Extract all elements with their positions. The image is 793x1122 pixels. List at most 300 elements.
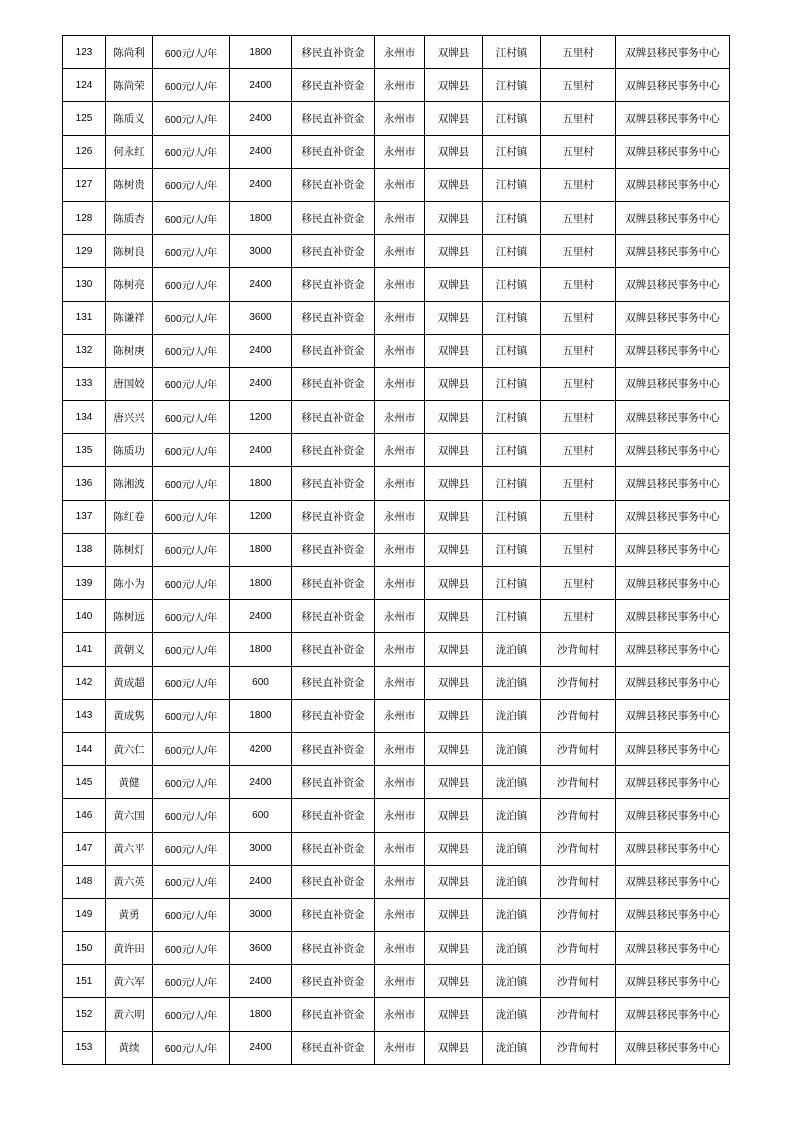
town-cell: 泷泊镇 [483,732,541,765]
name-cell: 黄朝义 [106,633,153,666]
name-cell: 黄六明 [106,998,153,1031]
city-cell: 永州市 [375,666,425,699]
fund-type-cell: 移民直补资金 [292,666,375,699]
fund-type-cell: 移民直补资金 [292,799,375,832]
county-cell: 双牌县 [425,766,483,799]
table-row [63,367,730,400]
amount-cell: 1800 [230,533,292,566]
standard-cell: 600元/人/年 [153,334,230,367]
county-cell: 双牌县 [425,135,483,168]
serial-number-cell: 124 [63,69,106,102]
table-row [63,201,730,234]
standard-cell: 600元/人/年 [153,268,230,301]
table-row [63,699,730,732]
table-row [63,69,730,102]
table-row [63,268,730,301]
serial-number-cell: 152 [63,998,106,1031]
agency-cell: 双牌县移民事务中心 [616,533,730,566]
serial-number-cell: 153 [63,1031,106,1064]
standard-cell: 600元/人/年 [153,766,230,799]
name-cell: 陈小为 [106,567,153,600]
amount-cell: 3000 [230,832,292,865]
village-cell: 沙背甸村 [541,766,616,799]
standard-cell: 600元/人/年 [153,732,230,765]
agency-cell: 双牌县移民事务中心 [616,201,730,234]
name-cell: 何永红 [106,135,153,168]
name-cell: 黄六仁 [106,732,153,765]
table-row [63,533,730,566]
town-cell: 江村镇 [483,102,541,135]
town-cell: 江村镇 [483,201,541,234]
town-cell: 泷泊镇 [483,699,541,732]
table-row [63,235,730,268]
fund-type-cell: 移民直补资金 [292,201,375,234]
fund-type-cell: 移民直补资金 [292,567,375,600]
fund-type-cell: 移民直补资金 [292,600,375,633]
name-cell: 陈树贵 [106,168,153,201]
county-cell: 双牌县 [425,401,483,434]
amount-cell: 2400 [230,268,292,301]
table-row [63,434,730,467]
village-cell: 五里村 [541,102,616,135]
city-cell: 永州市 [375,235,425,268]
village-cell: 沙背甸村 [541,865,616,898]
table-row [63,932,730,965]
county-cell: 双牌县 [425,699,483,732]
amount-cell: 1800 [230,567,292,600]
name-cell: 黄勇 [106,898,153,931]
agency-cell: 双牌县移民事务中心 [616,500,730,533]
amount-cell: 2400 [230,766,292,799]
amount-cell: 2400 [230,1031,292,1064]
town-cell: 泷泊镇 [483,832,541,865]
county-cell: 双牌县 [425,201,483,234]
town-cell: 泷泊镇 [483,932,541,965]
name-cell: 陈质义 [106,102,153,135]
city-cell: 永州市 [375,732,425,765]
agency-cell: 双牌县移民事务中心 [616,898,730,931]
amount-cell: 3600 [230,932,292,965]
standard-cell: 600元/人/年 [153,102,230,135]
county-cell: 双牌县 [425,301,483,334]
town-cell: 泷泊镇 [483,799,541,832]
town-cell: 泷泊镇 [483,965,541,998]
agency-cell: 双牌县移民事务中心 [616,268,730,301]
document-page [62,35,729,1065]
agency-cell: 双牌县移民事务中心 [616,965,730,998]
standard-cell: 600元/人/年 [153,500,230,533]
standard-cell: 600元/人/年 [153,699,230,732]
amount-cell: 3000 [230,898,292,931]
name-cell: 陈湘波 [106,467,153,500]
name-cell: 黄六英 [106,865,153,898]
fund-type-cell: 移民直补资金 [292,998,375,1031]
amount-cell: 600 [230,666,292,699]
name-cell: 陈树灯 [106,533,153,566]
village-cell: 沙背甸村 [541,799,616,832]
name-cell: 陈红卷 [106,500,153,533]
serial-number-cell: 132 [63,334,106,367]
town-cell: 江村镇 [483,600,541,633]
standard-cell: 600元/人/年 [153,666,230,699]
table-row [63,567,730,600]
village-cell: 沙背甸村 [541,1031,616,1064]
fund-type-cell: 移民直补资金 [292,832,375,865]
standard-cell: 600元/人/年 [153,301,230,334]
city-cell: 永州市 [375,898,425,931]
fund-type-cell: 移民直补资金 [292,334,375,367]
county-cell: 双牌县 [425,434,483,467]
name-cell: 陈树远 [106,600,153,633]
fund-type-cell: 移民直补资金 [292,168,375,201]
fund-type-cell: 移民直补资金 [292,467,375,500]
serial-number-cell: 126 [63,135,106,168]
table-row [63,965,730,998]
village-cell: 沙背甸村 [541,898,616,931]
city-cell: 永州市 [375,500,425,533]
table-row [63,633,730,666]
town-cell: 泷泊镇 [483,633,541,666]
fund-type-cell: 移民直补资金 [292,732,375,765]
amount-cell: 2400 [230,135,292,168]
fund-type-cell: 移民直补资金 [292,367,375,400]
agency-cell: 双牌县移民事务中心 [616,732,730,765]
county-cell: 双牌县 [425,799,483,832]
serial-number-cell: 127 [63,168,106,201]
town-cell: 江村镇 [483,301,541,334]
county-cell: 双牌县 [425,168,483,201]
agency-cell: 双牌县移民事务中心 [616,334,730,367]
county-cell: 双牌县 [425,633,483,666]
serial-number-cell: 150 [63,932,106,965]
table-row [63,168,730,201]
serial-number-cell: 136 [63,467,106,500]
agency-cell: 双牌县移民事务中心 [616,168,730,201]
standard-cell: 600元/人/年 [153,998,230,1031]
table-row [63,732,730,765]
village-cell: 五里村 [541,36,616,69]
city-cell: 永州市 [375,401,425,434]
village-cell: 五里村 [541,135,616,168]
standard-cell: 600元/人/年 [153,135,230,168]
standard-cell: 600元/人/年 [153,467,230,500]
serial-number-cell: 144 [63,732,106,765]
agency-cell: 双牌县移民事务中心 [616,766,730,799]
city-cell: 永州市 [375,367,425,400]
name-cell: 陈树亮 [106,268,153,301]
county-cell: 双牌县 [425,965,483,998]
agency-cell: 双牌县移民事务中心 [616,666,730,699]
name-cell: 黄六军 [106,965,153,998]
serial-number-cell: 137 [63,500,106,533]
town-cell: 江村镇 [483,367,541,400]
serial-number-cell: 140 [63,600,106,633]
village-cell: 五里村 [541,268,616,301]
county-cell: 双牌县 [425,533,483,566]
county-cell: 双牌县 [425,102,483,135]
serial-number-cell: 139 [63,567,106,600]
amount-cell: 2400 [230,600,292,633]
amount-cell: 2400 [230,965,292,998]
standard-cell: 600元/人/年 [153,69,230,102]
town-cell: 江村镇 [483,434,541,467]
standard-cell: 600元/人/年 [153,600,230,633]
standard-cell: 600元/人/年 [153,932,230,965]
city-cell: 永州市 [375,102,425,135]
city-cell: 永州市 [375,600,425,633]
town-cell: 泷泊镇 [483,766,541,799]
fund-type-cell: 移民直补资金 [292,533,375,566]
city-cell: 永州市 [375,36,425,69]
city-cell: 永州市 [375,633,425,666]
standard-cell: 600元/人/年 [153,898,230,931]
town-cell: 江村镇 [483,268,541,301]
table-row [63,500,730,533]
serial-number-cell: 125 [63,102,106,135]
fund-type-cell: 移民直补资金 [292,699,375,732]
table-row [63,401,730,434]
table-row [63,135,730,168]
town-cell: 江村镇 [483,168,541,201]
fund-type-cell: 移民直补资金 [292,633,375,666]
village-cell: 五里村 [541,168,616,201]
standard-cell: 600元/人/年 [153,201,230,234]
village-cell: 五里村 [541,301,616,334]
standard-cell: 600元/人/年 [153,832,230,865]
table-row [63,36,730,69]
county-cell: 双牌县 [425,666,483,699]
standard-cell: 600元/人/年 [153,865,230,898]
village-cell: 五里村 [541,600,616,633]
serial-number-cell: 143 [63,699,106,732]
town-cell: 江村镇 [483,467,541,500]
county-cell: 双牌县 [425,998,483,1031]
fund-type-cell: 移民直补资金 [292,401,375,434]
village-cell: 五里村 [541,401,616,434]
county-cell: 双牌县 [425,467,483,500]
table-row [63,898,730,931]
town-cell: 江村镇 [483,235,541,268]
county-cell: 双牌县 [425,235,483,268]
table-row [63,1031,730,1064]
name-cell: 黄成隽 [106,699,153,732]
town-cell: 泷泊镇 [483,1031,541,1064]
amount-cell: 2400 [230,102,292,135]
name-cell: 陈尚利 [106,36,153,69]
agency-cell: 双牌县移民事务中心 [616,367,730,400]
town-cell: 泷泊镇 [483,898,541,931]
town-cell: 江村镇 [483,334,541,367]
agency-cell: 双牌县移民事务中心 [616,36,730,69]
town-cell: 江村镇 [483,36,541,69]
agency-cell: 双牌县移民事务中心 [616,567,730,600]
serial-number-cell: 141 [63,633,106,666]
agency-cell: 双牌县移民事务中心 [616,865,730,898]
village-cell: 五里村 [541,434,616,467]
fund-type-cell: 移民直补资金 [292,36,375,69]
amount-cell: 3600 [230,301,292,334]
agency-cell: 双牌县移民事务中心 [616,633,730,666]
amount-cell: 3000 [230,235,292,268]
town-cell: 江村镇 [483,135,541,168]
amount-cell: 1200 [230,401,292,434]
agency-cell: 双牌县移民事务中心 [616,932,730,965]
town-cell: 泷泊镇 [483,998,541,1031]
standard-cell: 600元/人/年 [153,965,230,998]
agency-cell: 双牌县移民事务中心 [616,832,730,865]
standard-cell: 600元/人/年 [153,168,230,201]
fund-type-cell: 移民直补资金 [292,500,375,533]
serial-number-cell: 149 [63,898,106,931]
serial-number-cell: 147 [63,832,106,865]
town-cell: 江村镇 [483,401,541,434]
amount-cell: 2400 [230,865,292,898]
city-cell: 永州市 [375,567,425,600]
serial-number-cell: 142 [63,666,106,699]
city-cell: 永州市 [375,799,425,832]
town-cell: 泷泊镇 [483,865,541,898]
city-cell: 永州市 [375,135,425,168]
amount-cell: 2400 [230,334,292,367]
amount-cell: 1800 [230,467,292,500]
agency-cell: 双牌县移民事务中心 [616,401,730,434]
name-cell: 陈质功 [106,434,153,467]
village-cell: 沙背甸村 [541,666,616,699]
fund-type-cell: 移民直补资金 [292,434,375,467]
village-cell: 五里村 [541,334,616,367]
fund-type-cell: 移民直补资金 [292,69,375,102]
agency-cell: 双牌县移民事务中心 [616,301,730,334]
serial-number-cell: 129 [63,235,106,268]
table-row [63,832,730,865]
city-cell: 永州市 [375,467,425,500]
fund-type-cell: 移民直补资金 [292,965,375,998]
amount-cell: 2400 [230,434,292,467]
agency-cell: 双牌县移民事务中心 [616,102,730,135]
table-row [63,998,730,1031]
city-cell: 永州市 [375,168,425,201]
city-cell: 永州市 [375,865,425,898]
agency-cell: 双牌县移民事务中心 [616,69,730,102]
agency-cell: 双牌县移民事务中心 [616,434,730,467]
county-cell: 双牌县 [425,732,483,765]
serial-number-cell: 128 [63,201,106,234]
agency-cell: 双牌县移民事务中心 [616,467,730,500]
table-row [63,102,730,135]
table-row [63,301,730,334]
village-cell: 沙背甸村 [541,965,616,998]
county-cell: 双牌县 [425,567,483,600]
county-cell: 双牌县 [425,832,483,865]
name-cell: 黄许田 [106,932,153,965]
serial-number-cell: 130 [63,268,106,301]
city-cell: 永州市 [375,1031,425,1064]
amount-cell: 1800 [230,36,292,69]
city-cell: 永州市 [375,301,425,334]
fund-type-cell: 移民直补资金 [292,766,375,799]
agency-cell: 双牌县移民事务中心 [616,699,730,732]
amount-cell: 1200 [230,500,292,533]
name-cell: 唐兴兴 [106,401,153,434]
village-cell: 五里村 [541,69,616,102]
village-cell: 五里村 [541,367,616,400]
standard-cell: 600元/人/年 [153,36,230,69]
town-cell: 江村镇 [483,500,541,533]
name-cell: 黄六平 [106,832,153,865]
city-cell: 永州市 [375,832,425,865]
amount-cell: 1800 [230,699,292,732]
name-cell: 黄健 [106,766,153,799]
city-cell: 永州市 [375,201,425,234]
agency-cell: 双牌县移民事务中心 [616,998,730,1031]
amount-cell: 600 [230,799,292,832]
name-cell: 唐国姣 [106,367,153,400]
county-cell: 双牌县 [425,36,483,69]
county-cell: 双牌县 [425,69,483,102]
serial-number-cell: 146 [63,799,106,832]
fund-type-cell: 移民直补资金 [292,898,375,931]
serial-number-cell: 138 [63,533,106,566]
table-row [63,799,730,832]
standard-cell: 600元/人/年 [153,401,230,434]
village-cell: 沙背甸村 [541,633,616,666]
fund-type-cell: 移民直补资金 [292,268,375,301]
agency-cell: 双牌县移民事务中心 [616,1031,730,1064]
standard-cell: 600元/人/年 [153,434,230,467]
city-cell: 永州市 [375,998,425,1031]
city-cell: 永州市 [375,699,425,732]
village-cell: 五里村 [541,201,616,234]
standard-cell: 600元/人/年 [153,567,230,600]
village-cell: 沙背甸村 [541,699,616,732]
table-row [63,666,730,699]
agency-cell: 双牌县移民事务中心 [616,235,730,268]
standard-cell: 600元/人/年 [153,799,230,832]
town-cell: 江村镇 [483,567,541,600]
agency-cell: 双牌县移民事务中心 [616,135,730,168]
serial-number-cell: 131 [63,301,106,334]
serial-number-cell: 151 [63,965,106,998]
fund-type-cell: 移民直补资金 [292,1031,375,1064]
amount-cell: 1800 [230,201,292,234]
city-cell: 永州市 [375,268,425,301]
amount-cell: 2400 [230,367,292,400]
agency-cell: 双牌县移民事务中心 [616,799,730,832]
county-cell: 双牌县 [425,898,483,931]
city-cell: 永州市 [375,434,425,467]
name-cell: 黄六国 [106,799,153,832]
standard-cell: 600元/人/年 [153,367,230,400]
village-cell: 沙背甸村 [541,832,616,865]
city-cell: 永州市 [375,334,425,367]
table-body [63,36,730,1065]
fund-type-cell: 移民直补资金 [292,932,375,965]
fund-type-cell: 移民直补资金 [292,301,375,334]
amount-cell: 2400 [230,69,292,102]
town-cell: 江村镇 [483,533,541,566]
village-cell: 沙背甸村 [541,732,616,765]
city-cell: 永州市 [375,965,425,998]
table-row [63,766,730,799]
standard-cell: 600元/人/年 [153,235,230,268]
city-cell: 永州市 [375,932,425,965]
serial-number-cell: 148 [63,865,106,898]
city-cell: 永州市 [375,69,425,102]
fund-type-cell: 移民直补资金 [292,102,375,135]
serial-number-cell: 145 [63,766,106,799]
village-cell: 沙背甸村 [541,932,616,965]
amount-cell: 1800 [230,998,292,1031]
